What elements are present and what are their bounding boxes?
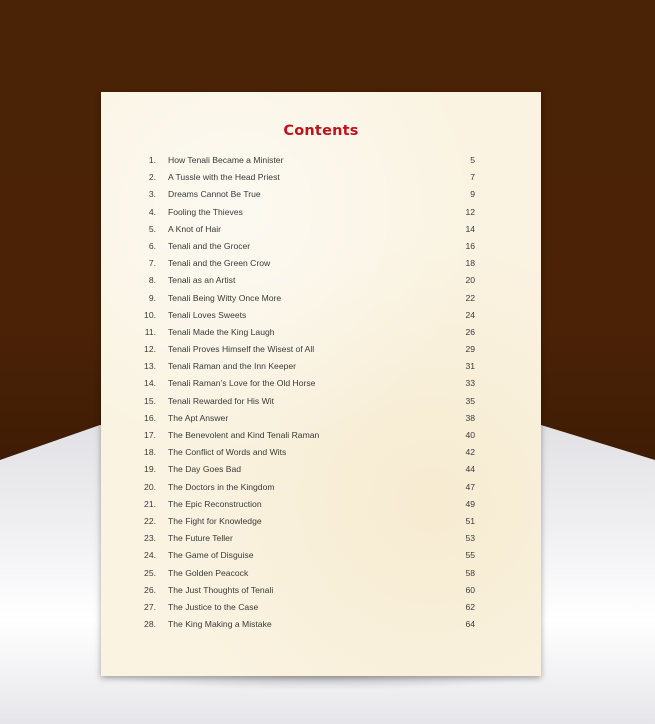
toc-entry-page: 62 <box>465 601 475 612</box>
toc-entry-title: The Just Thoughts of Tenali <box>168 584 274 595</box>
toc-entry <box>101 566 541 583</box>
toc-entry-page: 51 <box>465 515 475 526</box>
toc-entry-page: 18 <box>465 258 475 269</box>
toc-entry-number: 12. <box>144 344 156 355</box>
toc-entry-title: Tenali Loves Sweets <box>168 309 247 320</box>
toc-entry-number: 13. <box>144 361 156 372</box>
contents-list <box>101 153 541 634</box>
toc-entry-number: 19. <box>144 464 156 475</box>
toc-entry <box>101 308 541 325</box>
toc-entry-number: 10. <box>144 309 156 320</box>
toc-entry-number: 5. <box>148 223 156 234</box>
toc-entry-page: 64 <box>465 619 475 630</box>
toc-entry-title: The Doctors in the Kingdom <box>168 481 275 492</box>
toc-entry <box>101 480 541 497</box>
toc-entry-title: Tenali Rewarded for His Wit <box>168 395 275 406</box>
toc-entry-number: 8. <box>148 275 156 286</box>
toc-entry-title: The Golden Peacock <box>168 567 249 578</box>
toc-entry-title: The King Making a Mistake <box>168 619 272 630</box>
toc-entry-number: 20. <box>144 481 156 492</box>
toc-entry-number: 17. <box>144 430 156 440</box>
toc-entry-number: 22. <box>144 515 156 526</box>
toc-entry-number: 27. <box>144 601 156 612</box>
toc-entry-number: 14. <box>144 378 156 389</box>
toc-entry <box>101 617 541 634</box>
toc-entry-page: 20 <box>465 275 475 286</box>
toc-entry-title: The Day Goes Bad <box>168 464 242 475</box>
toc-entry <box>101 222 541 239</box>
toc-entry <box>101 497 541 514</box>
toc-entry <box>101 359 541 376</box>
toc-entry <box>101 428 541 445</box>
toc-entry-title: The Apt Answer <box>168 412 229 423</box>
toc-entry-number: 28. <box>144 619 156 630</box>
toc-entry-page: 60 <box>465 584 475 595</box>
toc-entry-page: 22 <box>465 292 475 303</box>
toc-entry-page: 26 <box>465 326 475 337</box>
toc-entry <box>101 187 541 204</box>
toc-entry-page: 24 <box>465 309 475 320</box>
toc-entry-title: Tenali Proves Himself the Wisest of All <box>168 344 315 355</box>
toc-entry-number: 6. <box>148 240 156 251</box>
toc-entry <box>101 600 541 617</box>
toc-entry-number: 9. <box>148 292 156 303</box>
toc-entry-title: A Knot of Hair <box>168 223 222 234</box>
toc-entry-title: The Game of Disguise <box>168 550 254 561</box>
toc-entry-title: Tenali and the Green Crow <box>168 258 271 269</box>
toc-entry-number: 23. <box>144 533 156 544</box>
toc-entry <box>101 291 541 308</box>
toc-entry-title: The Justice to the Case <box>168 601 259 612</box>
toc-entry <box>101 342 541 359</box>
toc-entry-title: The Fight for Knowledge <box>168 515 262 526</box>
toc-entry-number: 7. <box>148 258 156 269</box>
toc-entry-page: 5 <box>470 155 475 165</box>
toc-entry-title: The Benevolent and Kind Tenali Raman <box>168 430 320 440</box>
toc-entry-number: 25. <box>144 567 156 578</box>
toc-entry-number: 15. <box>144 395 156 406</box>
toc-entry-page: 33 <box>465 378 475 389</box>
toc-entry-page: 31 <box>465 361 475 372</box>
toc-entry <box>101 239 541 256</box>
toc-entry-number: 3. <box>148 189 156 200</box>
toc-entry-page: 49 <box>465 498 475 509</box>
toc-entry-title: Tenali Made the King Laugh <box>168 326 275 337</box>
toc-entry-number: 24. <box>144 550 156 561</box>
toc-entry-page: 53 <box>465 533 475 544</box>
toc-entry <box>101 394 541 411</box>
toc-entry <box>101 548 541 565</box>
toc-entry <box>101 514 541 531</box>
toc-entry-title: Tenali Raman and the Inn Keeper <box>168 361 297 372</box>
toc-entry-title: Dreams Cannot Be True <box>168 189 261 200</box>
toc-entry <box>101 325 541 342</box>
toc-entry <box>101 411 541 428</box>
toc-entry-page: 7 <box>470 172 475 183</box>
toc-entry-title: The Future Teller <box>168 533 233 544</box>
toc-entry-page: 44 <box>465 464 475 475</box>
toc-entry-number: 16. <box>144 412 156 423</box>
toc-entry-page: 14 <box>465 223 475 234</box>
toc-entry-title: How Tenali Became a Minister <box>168 155 284 165</box>
toc-entry <box>101 205 541 222</box>
toc-entry-page: 9 <box>470 189 475 200</box>
toc-entry-page: 40 <box>465 430 475 440</box>
toc-entry-number: 18. <box>144 447 156 458</box>
toc-entry-number: 26. <box>144 584 156 595</box>
toc-entry <box>101 153 541 170</box>
toc-entry-title: The Epic Reconstruction <box>168 498 262 509</box>
toc-entry-title: The Conflict of Words and Wits <box>168 447 287 458</box>
toc-entry-page: 16 <box>465 240 475 251</box>
toc-entry <box>101 273 541 290</box>
toc-entry-title: Tenali Being Witty Once More <box>168 292 282 303</box>
toc-entry <box>101 445 541 462</box>
toc-entry-number: 2. <box>148 172 156 183</box>
toc-entry-page: 38 <box>465 412 475 423</box>
toc-entry-number: 4. <box>148 206 156 217</box>
toc-entry-number: 21. <box>144 498 156 509</box>
toc-entry-number: 11. <box>144 326 156 337</box>
toc-entry-page: 29 <box>465 344 475 355</box>
toc-entry <box>101 583 541 600</box>
toc-entry-title: Tenali and the Grocer <box>168 240 251 251</box>
toc-entry-page: 12 <box>465 206 475 217</box>
contents-page <box>101 92 541 676</box>
toc-entry <box>101 376 541 393</box>
toc-entry <box>101 256 541 273</box>
toc-entry <box>101 170 541 187</box>
toc-entry-title: Tenali as an Artist <box>168 275 236 286</box>
contents-title: Contents <box>283 123 359 139</box>
toc-entry <box>101 531 541 548</box>
toc-entry-page: 47 <box>465 481 475 492</box>
toc-entry-title: Fooling the Thieves <box>168 206 243 217</box>
toc-entry-page: 42 <box>465 447 475 458</box>
toc-entry-number: 1. <box>148 155 156 165</box>
toc-entry-title: A Tussle with the Head Priest <box>168 172 280 183</box>
toc-entry-page: 58 <box>465 567 475 578</box>
toc-entry-page: 35 <box>465 395 475 406</box>
toc-entry <box>101 462 541 479</box>
toc-entry-page: 55 <box>465 550 475 561</box>
toc-entry-title: Tenali Raman’s Love for the Old Horse <box>168 378 316 389</box>
